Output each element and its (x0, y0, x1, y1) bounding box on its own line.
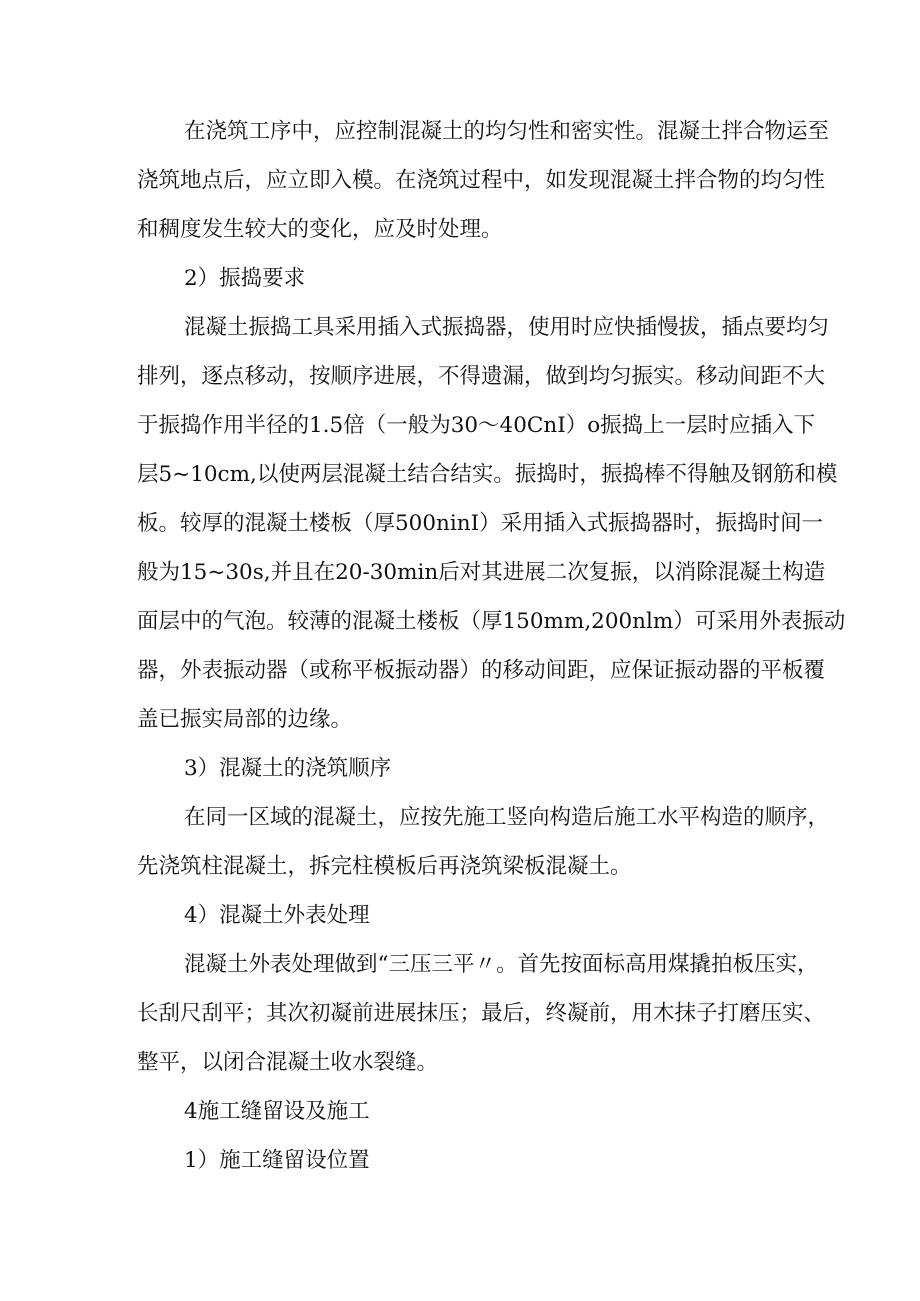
paragraph-line: 先浇筑柱混凝土，拆完柱模板后再浇筑梁板混凝土。 (137, 854, 632, 879)
paragraph-line: 器，外表振动器（或称平板振动器）的移动间距，应保证振动器的平板覆 (137, 658, 826, 683)
paragraph-line: 面层中的气泡。较薄的混凝土楼板（厚150mm,200nlm）可采用外表振动 (137, 609, 846, 634)
section-heading: 4施工缝留设及施工 (184, 1099, 370, 1124)
paragraph-line: 在浇筑工序中，应控制混凝土的均匀性和密实性。混凝土拌合物运至 (184, 119, 830, 144)
paragraph-line: 于振捣作用半径的1.5倍（一般为30～40CnI）o振捣上一层时应插入下 (137, 413, 816, 438)
section-heading: 2）振捣要求 (184, 266, 306, 291)
section-heading: 3）混凝土的浇筑顺序 (184, 756, 392, 781)
paragraph-line: 盖已振实局部的边缘。 (137, 707, 353, 732)
paragraph-line: 在同一区域的混凝土，应按先施工竖向构造后施工水平构造的顺序， (184, 805, 830, 830)
section-heading: 1）施工缝留设位置 (184, 1148, 370, 1173)
paragraph-line: 和稠度发生较大的变化，应及时处理。 (137, 217, 503, 242)
paragraph-line: 排列，逐点移动，按顺序进展，不得遗漏，做到均匀振实。移动间距不大 (137, 364, 826, 389)
paragraph-line: 整平，以闭合混凝土收水裂缝。 (137, 1050, 439, 1075)
paragraph-line: 浇筑地点后，应立即入模。在浇筑过程中，如发现混凝土拌合物的均匀性 (137, 168, 826, 193)
paragraph-line: 板。较厚的混凝土楼板（厚500ninI）采用插入式振捣器时，振捣时间一 (137, 511, 824, 536)
paragraph-line: 混凝土振捣工具采用插入式振捣器，使用时应快插慢拔，插点要均匀 (184, 315, 830, 340)
paragraph-line: 层5~10cm,以使两层混凝土结合结实。振捣时，振捣棒不得触及钢筋和模 (137, 462, 838, 487)
paragraph-line: 长刮尺刮平；其次初凝前进展抹压；最后，终凝前，用木抹子打磨压实、 (137, 1001, 826, 1026)
section-heading: 4）混凝土外表处理 (184, 903, 370, 928)
paragraph-line: 般为15~30s,并且在20-30min后对其进展二次复振，以消除混凝土构造 (137, 560, 826, 585)
paragraph-line: 混凝土外表处理做到“三压三平〃。首先按面标高用煤撬拍板压实， (184, 952, 819, 977)
